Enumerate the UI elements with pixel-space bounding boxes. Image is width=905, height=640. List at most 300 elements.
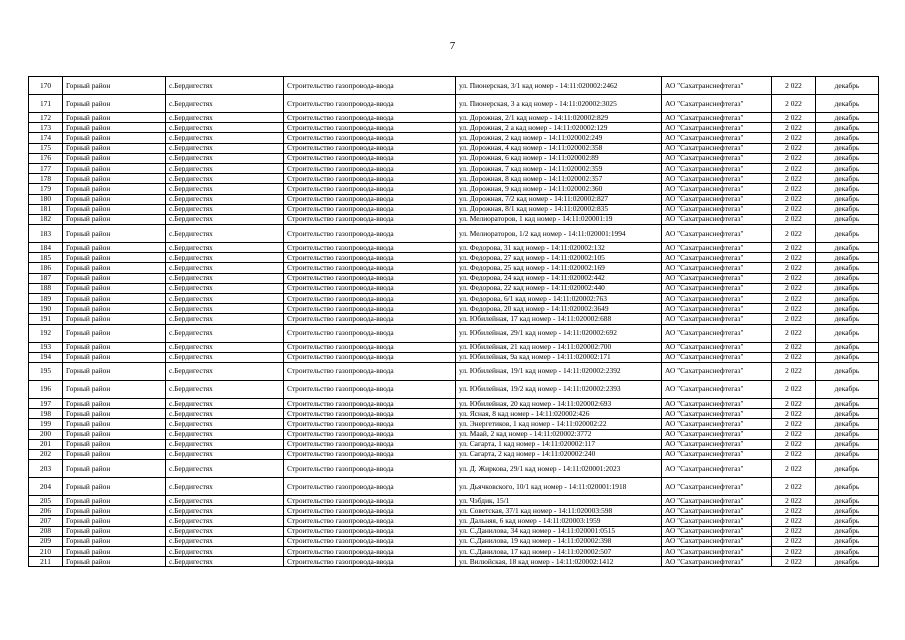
village-cell: с.Бердигестях	[166, 204, 284, 214]
address-cell: ул. Юбилейная, 20 кад номер - 14:11:020002:693	[456, 398, 662, 408]
district-cell: Горный район	[63, 174, 166, 184]
year-cell: 2 022	[772, 478, 816, 496]
work-type-cell: Строительство газопровода-ввода	[284, 184, 456, 194]
month-cell: декабрь	[816, 380, 879, 398]
work-type-cell: Строительство газопровода-ввода	[284, 143, 456, 153]
village-cell: с.Бердигестях	[166, 214, 284, 224]
work-type-cell: Строительство газопровода-ввода	[284, 506, 456, 516]
row-number: 188	[29, 283, 63, 293]
organization-cell: АО "Сахатранснефтегаз"	[662, 398, 772, 408]
month-cell: декабрь	[816, 204, 879, 214]
table-row	[29, 526, 879, 536]
district-cell: Горный район	[63, 352, 166, 362]
district-cell: Горный район	[63, 204, 166, 214]
address-cell: ул. Дальняя, 6 кад номер - 14:11:020003:1959	[456, 516, 662, 526]
work-type-cell: Строительство газопровода-ввода	[284, 153, 456, 163]
organization-cell: АО "Сахатранснефтегаз"	[662, 95, 772, 113]
district-cell: Горный район	[63, 294, 166, 304]
table-row	[29, 95, 879, 113]
address-cell: ул. Дорожная, 4 кад номер - 14:11:020002:358	[456, 143, 662, 153]
month-cell: декабрь	[816, 547, 879, 557]
work-type-cell: Строительство газопровода-ввода	[284, 77, 456, 95]
month-cell: декабрь	[816, 419, 879, 429]
table-body	[29, 77, 879, 567]
table-row	[29, 77, 879, 95]
row-number: 202	[29, 449, 63, 459]
organization-cell: АО "Сахатранснефтегаз"	[662, 113, 772, 123]
table-row	[29, 243, 879, 253]
month-cell: декабрь	[816, 273, 879, 283]
address-cell: ул. Дорожная, 7/2 кад номер - 14:11:020002:827	[456, 194, 662, 204]
work-type-cell: Строительство газопровода-ввода	[284, 314, 456, 324]
year-cell: 2 022	[772, 184, 816, 194]
year-cell: 2 022	[772, 143, 816, 153]
address-cell: ул. Ясная, 8 кад номер - 14:11:020002:426	[456, 409, 662, 419]
year-cell: 2 022	[772, 439, 816, 449]
village-cell: с.Бердигестях	[166, 143, 284, 153]
table-row	[29, 194, 879, 204]
year-cell: 2 022	[772, 113, 816, 123]
work-type-cell: Строительство газопровода-ввода	[284, 516, 456, 526]
table-row	[29, 536, 879, 546]
work-type-cell: Строительство газопровода-ввода	[284, 460, 456, 478]
row-number: 174	[29, 133, 63, 143]
village-cell: с.Бердигестях	[166, 496, 284, 506]
address-cell: ул. Маай, 2 кад номер - 14:11:020002:3772	[456, 429, 662, 439]
work-type-cell: Строительство газопровода-ввода	[284, 133, 456, 143]
district-cell: Горный район	[63, 123, 166, 133]
row-number: 198	[29, 409, 63, 419]
month-cell: декабрь	[816, 516, 879, 526]
month-cell: декабрь	[816, 263, 879, 273]
address-cell: ул. С.Данилова, 19 кад номер - 14:11:020002:398	[456, 536, 662, 546]
row-number: 173	[29, 123, 63, 133]
village-cell: с.Бердигестях	[166, 243, 284, 253]
work-type-cell: Строительство газопровода-ввода	[284, 419, 456, 429]
year-cell: 2 022	[772, 263, 816, 273]
organization-cell: АО "Сахатранснефтегаз"	[662, 143, 772, 153]
address-cell: ул. Юбилейная, 17 кад номер - 14:11:020002:688	[456, 314, 662, 324]
village-cell: с.Бердигестях	[166, 429, 284, 439]
address-cell: ул. Федорова, 22 кад номер - 14:11:020002:440	[456, 283, 662, 293]
table-row	[29, 449, 879, 459]
row-number: 196	[29, 380, 63, 398]
row-number: 183	[29, 225, 63, 243]
organization-cell: АО "Сахатранснефтегаз"	[662, 324, 772, 342]
address-cell: ул. Д. Жиркова, 29/1 кад номер - 14:11:020001:2023	[456, 460, 662, 478]
month-cell: декабрь	[816, 133, 879, 143]
village-cell: с.Бердигестях	[166, 263, 284, 273]
district-cell: Горный район	[63, 243, 166, 253]
table-row	[29, 204, 879, 214]
year-cell: 2 022	[772, 516, 816, 526]
table-row	[29, 184, 879, 194]
address-cell: ул. Юбилейная, 9а кад номер - 14:11:020002:171	[456, 352, 662, 362]
village-cell: с.Бердигестях	[166, 113, 284, 123]
district-cell: Горный район	[63, 439, 166, 449]
year-cell: 2 022	[772, 547, 816, 557]
table-row	[29, 253, 879, 263]
district-cell: Горный район	[63, 194, 166, 204]
district-cell: Горный район	[63, 398, 166, 408]
organization-cell: АО "Сахатранснефтегаз"	[662, 123, 772, 133]
organization-cell: АО "Сахатранснефтегаз"	[662, 380, 772, 398]
village-cell: с.Бердигестях	[166, 253, 284, 263]
row-number: 185	[29, 253, 63, 263]
district-cell: Горный район	[63, 506, 166, 516]
year-cell: 2 022	[772, 409, 816, 419]
organization-cell: АО "Сахатранснефтегаз"	[662, 352, 772, 362]
row-number: 193	[29, 342, 63, 352]
month-cell: декабрь	[816, 536, 879, 546]
year-cell: 2 022	[772, 314, 816, 324]
work-type-cell: Строительство газопровода-ввода	[284, 123, 456, 133]
organization-cell: АО "Сахатранснефтегаз"	[662, 194, 772, 204]
village-cell: с.Бердигестях	[166, 557, 284, 567]
year-cell: 2 022	[772, 253, 816, 263]
address-cell: ул. Энергетиков, 1 кад номер - 14:11:020002:22	[456, 419, 662, 429]
month-cell: декабрь	[816, 225, 879, 243]
year-cell: 2 022	[772, 273, 816, 283]
month-cell: декабрь	[816, 113, 879, 123]
organization-cell: АО "Сахатранснефтегаз"	[662, 547, 772, 557]
table-row	[29, 304, 879, 314]
year-cell: 2 022	[772, 449, 816, 459]
work-type-cell: Строительство газопровода-ввода	[284, 95, 456, 113]
row-number: 203	[29, 460, 63, 478]
table-row	[29, 409, 879, 419]
work-type-cell: Строительство газопровода-ввода	[284, 557, 456, 567]
district-cell: Горный район	[63, 342, 166, 352]
village-cell: с.Бердигестях	[166, 439, 284, 449]
month-cell: декабрь	[816, 314, 879, 324]
district-cell: Горный район	[63, 283, 166, 293]
work-type-cell: Строительство газопровода-ввода	[284, 449, 456, 459]
village-cell: с.Бердигестях	[166, 123, 284, 133]
district-cell: Горный район	[63, 153, 166, 163]
village-cell: с.Бердигестях	[166, 283, 284, 293]
district-cell: Горный район	[63, 324, 166, 342]
work-type-cell: Строительство газопровода-ввода	[284, 113, 456, 123]
table-row	[29, 478, 879, 496]
address-cell: ул. Мелиораторов, 1 кад номер - 14:11:020001:19	[456, 214, 662, 224]
table-row	[29, 419, 879, 429]
table-row	[29, 506, 879, 516]
address-cell: ул. Федорова, 31 кад номер - 14:11:020002:132	[456, 243, 662, 253]
month-cell: декабрь	[816, 429, 879, 439]
year-cell: 2 022	[772, 133, 816, 143]
month-cell: декабрь	[816, 77, 879, 95]
village-cell: с.Бердигестях	[166, 273, 284, 283]
district-cell: Горный район	[63, 184, 166, 194]
work-type-cell: Строительство газопровода-ввода	[284, 362, 456, 380]
village-cell: с.Бердигестях	[166, 304, 284, 314]
village-cell: с.Бердигестях	[166, 449, 284, 459]
village-cell: с.Бердигестях	[166, 294, 284, 304]
district-cell: Горный район	[63, 95, 166, 113]
work-type-cell: Строительство газопровода-ввода	[284, 194, 456, 204]
district-cell: Горный район	[63, 362, 166, 380]
organization-cell: АО "Сахатранснефтегаз"	[662, 283, 772, 293]
organization-cell: АО "Сахатранснефтегаз"	[662, 460, 772, 478]
table-row	[29, 174, 879, 184]
table-row	[29, 133, 879, 143]
organization-cell: АО "Сахатранснефтегаз"	[662, 557, 772, 567]
organization-cell: АО "Сахатранснефтегаз"	[662, 536, 772, 546]
organization-cell: АО "Сахатранснефтегаз"	[662, 153, 772, 163]
month-cell: декабрь	[816, 439, 879, 449]
village-cell: с.Бердигестях	[166, 380, 284, 398]
row-number: 201	[29, 439, 63, 449]
address-cell: ул. Пионерская, 3/1 кад номер - 14:11:020002:2462	[456, 77, 662, 95]
village-cell: с.Бердигестях	[166, 133, 284, 143]
month-cell: декабрь	[816, 557, 879, 567]
table-row	[29, 429, 879, 439]
district-cell: Горный район	[63, 163, 166, 173]
work-type-cell: Строительство газопровода-ввода	[284, 163, 456, 173]
month-cell: декабрь	[816, 496, 879, 506]
work-type-cell: Строительство газопровода-ввода	[284, 174, 456, 184]
organization-cell: АО "Сахатранснефтегаз"	[662, 163, 772, 173]
table-row	[29, 439, 879, 449]
table-row	[29, 283, 879, 293]
table-row	[29, 153, 879, 163]
month-cell: декабрь	[816, 283, 879, 293]
row-number: 186	[29, 263, 63, 273]
month-cell: декабрь	[816, 398, 879, 408]
row-number: 178	[29, 174, 63, 184]
work-type-cell: Строительство газопровода-ввода	[284, 324, 456, 342]
month-cell: декабрь	[816, 243, 879, 253]
month-cell: декабрь	[816, 253, 879, 263]
district-cell: Горный район	[63, 314, 166, 324]
organization-cell: АО "Сахатранснефтегаз"	[662, 429, 772, 439]
organization-cell: АО "Сахатранснефтегаз"	[662, 204, 772, 214]
district-cell: Горный район	[63, 77, 166, 95]
organization-cell: АО "Сахатранснефтегаз"	[662, 294, 772, 304]
village-cell: с.Бердигестях	[166, 95, 284, 113]
village-cell: с.Бердигестях	[166, 163, 284, 173]
organization-cell: АО "Сахатранснефтегаз"	[662, 174, 772, 184]
village-cell: с.Бердигестях	[166, 342, 284, 352]
district-cell: Горный район	[63, 496, 166, 506]
month-cell: декабрь	[816, 143, 879, 153]
district-cell: Горный район	[63, 526, 166, 536]
village-cell: с.Бердигестях	[166, 536, 284, 546]
address-cell: ул. Дорожная, 9 кад номер - 14:11:020002:360	[456, 184, 662, 194]
year-cell: 2 022	[772, 95, 816, 113]
district-cell: Горный район	[63, 214, 166, 224]
year-cell: 2 022	[772, 536, 816, 546]
organization-cell: АО "Сахатранснефтегаз"	[662, 184, 772, 194]
month-cell: декабрь	[816, 294, 879, 304]
year-cell: 2 022	[772, 225, 816, 243]
address-cell: ул. С.Данилова, 17 кад номер - 14:11:020002:507	[456, 547, 662, 557]
year-cell: 2 022	[772, 429, 816, 439]
work-type-cell: Строительство газопровода-ввода	[284, 283, 456, 293]
work-type-cell: Строительство газопровода-ввода	[284, 478, 456, 496]
row-number: 176	[29, 153, 63, 163]
district-cell: Горный район	[63, 478, 166, 496]
row-number: 172	[29, 113, 63, 123]
year-cell: 2 022	[772, 324, 816, 342]
row-number: 200	[29, 429, 63, 439]
month-cell: декабрь	[816, 153, 879, 163]
month-cell: декабрь	[816, 409, 879, 419]
row-number: 177	[29, 163, 63, 173]
address-cell: ул. Юбилейная, 19/2 кад номер - 14:11:020002:2393	[456, 380, 662, 398]
organization-cell: АО "Сахатранснефтегаз"	[662, 439, 772, 449]
month-cell: декабрь	[816, 362, 879, 380]
village-cell: с.Бердигестях	[166, 419, 284, 429]
district-cell: Горный район	[63, 133, 166, 143]
row-number: 199	[29, 419, 63, 429]
row-number: 179	[29, 184, 63, 194]
village-cell: с.Бердигестях	[166, 153, 284, 163]
year-cell: 2 022	[772, 163, 816, 173]
district-cell: Горный район	[63, 557, 166, 567]
row-number: 192	[29, 324, 63, 342]
district-cell: Горный район	[63, 536, 166, 546]
work-type-cell: Строительство газопровода-ввода	[284, 536, 456, 546]
work-type-cell: Строительство газопровода-ввода	[284, 380, 456, 398]
address-cell: ул. Советская, 37/1 кад номер - 14:11:020003:598	[456, 506, 662, 516]
year-cell: 2 022	[772, 283, 816, 293]
row-number: 182	[29, 214, 63, 224]
row-number: 191	[29, 314, 63, 324]
work-type-cell: Строительство газопровода-ввода	[284, 439, 456, 449]
work-type-cell: Строительство газопровода-ввода	[284, 263, 456, 273]
organization-cell: АО "Сахатранснефтегаз"	[662, 478, 772, 496]
district-cell: Горный район	[63, 547, 166, 557]
village-cell: с.Бердигестях	[166, 225, 284, 243]
village-cell: с.Бердигестях	[166, 324, 284, 342]
table-row	[29, 214, 879, 224]
village-cell: с.Бердигестях	[166, 460, 284, 478]
month-cell: декабрь	[816, 174, 879, 184]
month-cell: декабрь	[816, 506, 879, 516]
year-cell: 2 022	[772, 194, 816, 204]
district-cell: Горный район	[63, 143, 166, 153]
year-cell: 2 022	[772, 294, 816, 304]
work-type-cell: Строительство газопровода-ввода	[284, 214, 456, 224]
address-cell: ул. Юбилейная, 19/1 кад номер - 14:11:020002:2392	[456, 362, 662, 380]
address-cell: ул. Федорова, 27 кад номер - 14:11:020002:105	[456, 253, 662, 263]
organization-cell: АО "Сахатранснефтегаз"	[662, 506, 772, 516]
table-row	[29, 263, 879, 273]
row-number: 181	[29, 204, 63, 214]
organization-cell: АО "Сахатранснефтегаз"	[662, 77, 772, 95]
row-number: 171	[29, 95, 63, 113]
month-cell: декабрь	[816, 460, 879, 478]
village-cell: с.Бердигестях	[166, 194, 284, 204]
organization-cell: АО "Сахатранснефтегаз"	[662, 314, 772, 324]
district-cell: Горный район	[63, 263, 166, 273]
organization-cell: АО "Сахатранснефтегаз"	[662, 304, 772, 314]
year-cell: 2 022	[772, 123, 816, 133]
work-type-cell: Строительство газопровода-ввода	[284, 342, 456, 352]
table-row	[29, 398, 879, 408]
district-cell: Горный район	[63, 419, 166, 429]
row-number: 210	[29, 547, 63, 557]
month-cell: декабрь	[816, 342, 879, 352]
work-type-cell: Строительство газопровода-ввода	[284, 429, 456, 439]
table-row	[29, 273, 879, 283]
work-type-cell: Строительство газопровода-ввода	[284, 225, 456, 243]
year-cell: 2 022	[772, 243, 816, 253]
year-cell: 2 022	[772, 174, 816, 184]
table-row	[29, 557, 879, 567]
work-type-cell: Строительство газопровода-ввода	[284, 547, 456, 557]
month-cell: декабрь	[816, 194, 879, 204]
row-number: 180	[29, 194, 63, 204]
village-cell: с.Бердигестях	[166, 174, 284, 184]
row-number: 194	[29, 352, 63, 362]
organization-cell: АО "Сахатранснефтегаз"	[662, 225, 772, 243]
district-cell: Горный район	[63, 409, 166, 419]
village-cell: с.Бердигестях	[166, 478, 284, 496]
year-cell: 2 022	[772, 304, 816, 314]
row-number: 204	[29, 478, 63, 496]
work-type-cell: Строительство газопровода-ввода	[284, 253, 456, 263]
district-cell: Горный район	[63, 113, 166, 123]
month-cell: декабрь	[816, 478, 879, 496]
address-cell: ул. С.Данилова, 34 кад номер - 14:11:020001:0515	[456, 526, 662, 536]
address-cell: ул. Юбилейная, 21 кад номер - 14:11:020002:700	[456, 342, 662, 352]
work-type-cell: Строительство газопровода-ввода	[284, 304, 456, 314]
organization-cell: АО "Сахатранснефтегаз"	[662, 273, 772, 283]
organization-cell: АО "Сахатранснефтегаз"	[662, 526, 772, 536]
table-row	[29, 380, 879, 398]
organization-cell: АО "Сахатранснефтегаз"	[662, 342, 772, 352]
row-number: 211	[29, 557, 63, 567]
work-type-cell: Строительство газопровода-ввода	[284, 398, 456, 408]
organization-cell: АО "Сахатранснефтегаз"	[662, 449, 772, 459]
year-cell: 2 022	[772, 496, 816, 506]
address-cell: ул. Сагарта, 2 кад номер - 14:11:020002:240	[456, 449, 662, 459]
table-row	[29, 352, 879, 362]
month-cell: декабрь	[816, 324, 879, 342]
table-row	[29, 163, 879, 173]
year-cell: 2 022	[772, 153, 816, 163]
address-cell: ул. Дорожная, 8/1 кад номер - 14:11:020002:835	[456, 204, 662, 214]
table-row	[29, 143, 879, 153]
month-cell: декабрь	[816, 526, 879, 536]
month-cell: декабрь	[816, 449, 879, 459]
row-number: 206	[29, 506, 63, 516]
organization-cell: АО "Сахатранснефтегаз"	[662, 214, 772, 224]
year-cell: 2 022	[772, 362, 816, 380]
month-cell: декабрь	[816, 163, 879, 173]
year-cell: 2 022	[772, 557, 816, 567]
district-cell: Горный район	[63, 449, 166, 459]
table-row	[29, 460, 879, 478]
address-cell: ул. Дорожная, 7 кад номер - 14:11:020002:359	[456, 163, 662, 173]
village-cell: с.Бердигестях	[166, 398, 284, 408]
address-cell: ул. Федорова, 25 кад номер - 14:11:020002:169	[456, 263, 662, 273]
row-number: 189	[29, 294, 63, 304]
row-number: 207	[29, 516, 63, 526]
table-row	[29, 294, 879, 304]
district-cell: Горный район	[63, 380, 166, 398]
work-type-cell: Строительство газопровода-ввода	[284, 526, 456, 536]
month-cell: декабрь	[816, 123, 879, 133]
month-cell: декабрь	[816, 214, 879, 224]
year-cell: 2 022	[772, 460, 816, 478]
work-type-cell: Строительство газопровода-ввода	[284, 496, 456, 506]
row-number: 195	[29, 362, 63, 380]
work-type-cell: Строительство газопровода-ввода	[284, 273, 456, 283]
